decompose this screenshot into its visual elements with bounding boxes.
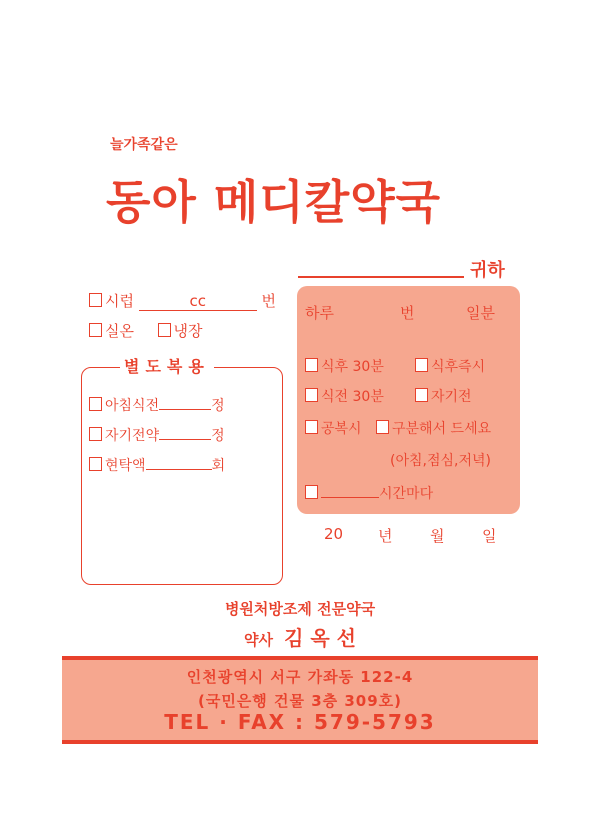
room-temp-label: 실온 — [105, 322, 134, 340]
dose-header-days: 일분 — [466, 304, 495, 322]
interval-checkbox[interactable] — [305, 485, 318, 499]
interval-option — [305, 483, 433, 503]
room-temp-checkbox[interactable] — [89, 323, 102, 337]
pharmacist-line — [0, 622, 600, 651]
syrup-times-unit: 번 — [261, 292, 277, 310]
suspension-checkbox[interactable] — [89, 457, 102, 471]
special-item-label: 자기전약 — [105, 428, 160, 444]
syrup-row — [89, 290, 276, 311]
right-after-meal-label: 식후즉시 — [431, 359, 486, 375]
before-meal-30-option — [305, 386, 384, 406]
special-item-unit: 회 — [211, 458, 226, 474]
dose-header-daily: 하루 — [305, 304, 334, 322]
after-meal-30-label: 식후 30분 — [321, 359, 384, 375]
morning-before-meal-checkbox[interactable] — [89, 397, 102, 411]
special-item-label: 아침식전 — [105, 398, 160, 414]
date-month-unit: 월 — [430, 527, 445, 545]
special-item — [89, 455, 225, 475]
bedtime-option — [415, 386, 472, 406]
pharmacist-label: 약사 — [244, 631, 273, 649]
syrup-checkbox[interactable] — [89, 293, 102, 307]
tagline: 늘가족같은 — [110, 137, 178, 153]
after-meal-30-option — [305, 356, 384, 376]
right-after-meal-checkbox[interactable] — [415, 358, 428, 372]
fridge-checkbox[interactable] — [158, 323, 171, 337]
phone-line: TEL · FAX : 579-5793 — [164, 710, 436, 734]
address-line: 인천광역시 서구 가좌동 122-4 — [186, 668, 414, 686]
storage-row — [89, 320, 203, 341]
date-day-unit: 일 — [482, 527, 497, 545]
date-year-prefix: 20 — [324, 525, 344, 543]
bedtime-pill-checkbox[interactable] — [89, 427, 102, 441]
special-item-field[interactable] — [146, 469, 212, 470]
right-after-meal-option — [415, 356, 485, 376]
empty-stomach-option — [305, 418, 362, 438]
fridge-label: 냉장 — [173, 322, 203, 340]
special-item-field[interactable] — [159, 439, 211, 440]
footer-subtitle: 병원처방조제 전문약국 — [224, 600, 376, 618]
bedtime-checkbox[interactable] — [415, 388, 428, 402]
date-year-unit: 년 — [378, 527, 393, 545]
split-option — [376, 418, 491, 438]
before-meal-30-checkbox[interactable] — [305, 388, 318, 402]
recipient-honorific: 귀하 — [470, 260, 505, 281]
building-line: (국민은행 건물 3층 309호) — [197, 692, 403, 710]
dose-header-times: 번 — [400, 304, 415, 322]
pharmacist-name: 김 옥 선 — [284, 626, 356, 650]
special-item-field[interactable] — [159, 409, 211, 410]
bedtime-label: 자기전 — [431, 389, 472, 405]
empty-stomach-checkbox[interactable] — [305, 420, 318, 434]
syrup-amount-field[interactable] — [139, 292, 257, 311]
after-meal-30-checkbox[interactable] — [305, 358, 318, 372]
empty-stomach-label: 공복시 — [321, 421, 362, 437]
special-item — [89, 395, 225, 415]
recipient-name-line[interactable] — [298, 276, 464, 278]
special-item-label: 현탁액 — [105, 458, 146, 474]
interval-hours-field[interactable] — [321, 497, 379, 498]
interval-label: 시간마다 — [379, 486, 434, 502]
split-label: 구분해서 드세요 — [392, 421, 492, 437]
split-checkbox[interactable] — [376, 420, 389, 434]
special-item — [89, 425, 225, 445]
special-item-unit: 정 — [211, 398, 225, 414]
split-detail: (아침,점심,저녁) — [390, 453, 491, 469]
special-item-unit: 정 — [211, 428, 225, 444]
syrup-unit: cc — [189, 292, 207, 310]
before-meal-30-label: 식전 30분 — [321, 389, 384, 405]
syrup-label: 시럽 — [105, 292, 134, 310]
pharmacy-name: 동아 메디칼약국 — [106, 175, 442, 229]
special-dosage-title: 별도복용 — [120, 354, 214, 377]
